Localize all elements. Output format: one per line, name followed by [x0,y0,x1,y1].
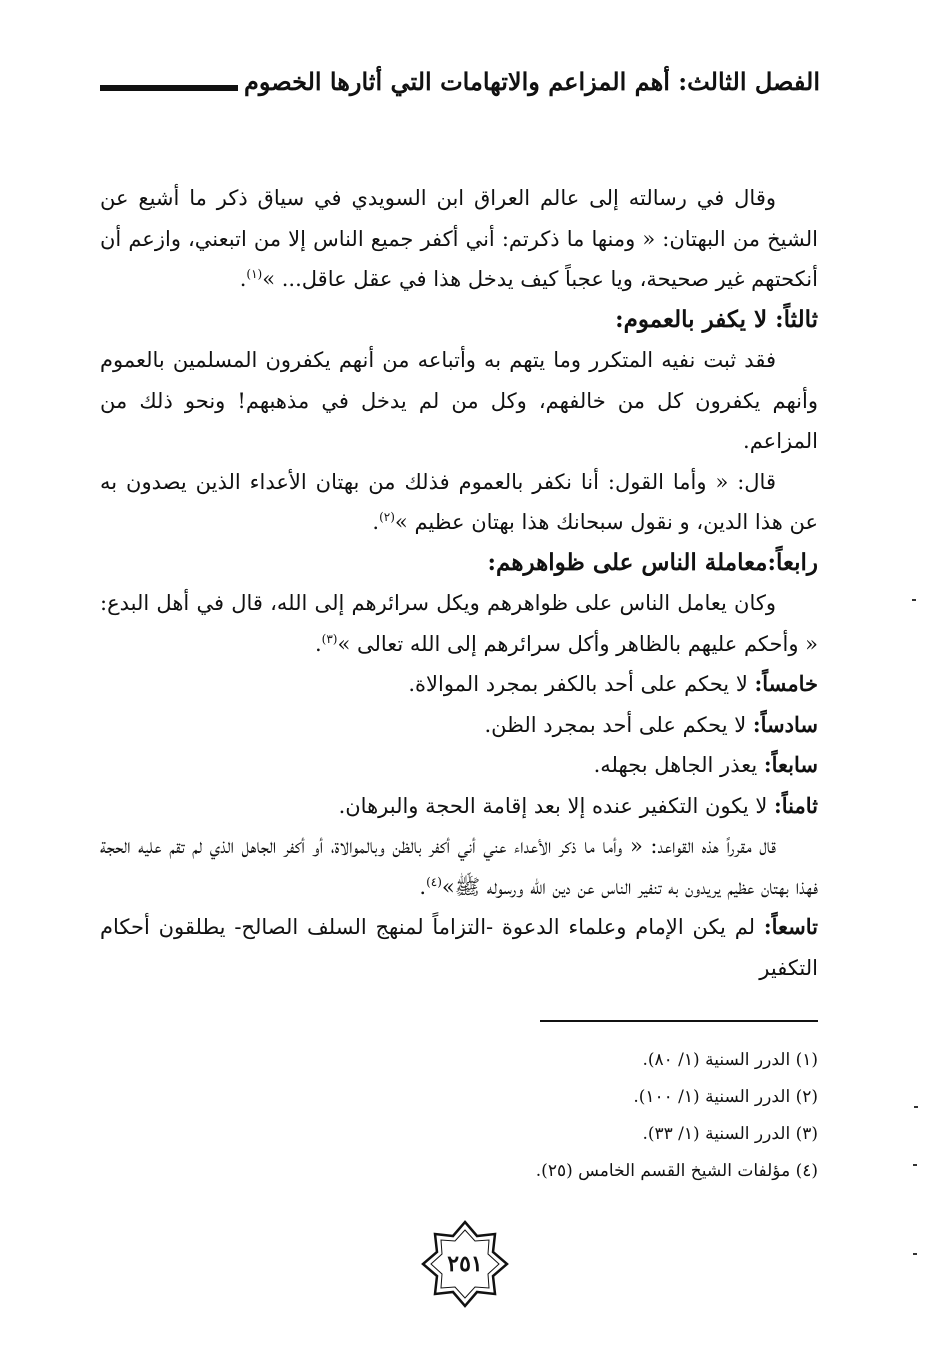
rule-item: ثامناً: لا يكون التكفير عنده إلا بعد إقامة الحجة والبرهان. [338,792,818,818]
rule-lead: تاسعاً: [763,914,818,939]
paragraph: قال: « وأما القول: أنا نكفر بالعموم فذلك من بهتان الأعداء الذين يصدون به عن هذا الدين، و نقول سبحانك هذا بهتان عظيم »$^{(٢)}$. [100,469,818,534]
paragraph: فقد ثبت نفيه المتكرر وما يتهم به وأتباعه من أنهم يكفرون المسلمين بالعموم وأنهم يكفرون كل من خالفهم، وكل من لم يدخل في مذهبهم! ونحو ذلك من المزاعم. [100,348,818,453]
rule-item: تاسعاً: لم يكن الإمام وعلماء الدعوة -التزاماً لمنهج السلف الصالح- يطلقون أحكام التكفير [100,914,818,980]
running-header [100,68,820,97]
footnote-ref: (١) [246,267,263,281]
footnote-separator [540,1020,818,1022]
rule-item: سادساً: لا يحكم على أحد بمجرد الظن. [484,711,818,737]
footnote-ref: (٤) [426,874,442,889]
main-text [100,178,818,988]
paragraph: وقال في رسالته إلى عالم العراق ابن السويدي في سياق ذكر ما أشيع عن الشيخ من البهتان: « ومنها ما ذكرتم: أني أكفر جميع الناس إلا من اتبعني، وازعم أن أنكحتهم غير صحيحة، ويا عجباً كيف يدخل هذا في عقل عاقل... »$^{(١)}$. [100,186,818,291]
paragraph: قال مقرراً هذه القواعد: « وأما ما ذكر الأعداء عني أني أكفر بالظن وبالموالاة، أو أكفر الجاهل الذي لم تقم عليه الحجة فهذا بهتان عظيم يريدون به تنفير الناس عن دين الله ورسوله ﷺ»$^{(٤)}$. [100,834,818,899]
footnote: (٢) الدرر السنية (١/ ١٠٠). [633,1087,818,1107]
header-rule [100,85,238,91]
paragraph: وكان يعامل الناس على ظواهرهم ويكل سرائرهم إلى الله، قال في أهل البدع: « وأحكم عليهم بالظاهر وأكل سرائرهم إلى الله تعالى »$^{(٣)}$. [100,591,818,656]
rule-item: سابعاً: يعذر الجاهل بجهله. [593,752,818,777]
footnote: (٤) مؤلفات الشيخ القسم الخامس (٢٥). [535,1161,818,1181]
footnote: (٣) الدرر السنية (١/ ٣٣). [642,1124,818,1144]
rule-lead: سادساً: [752,711,818,737]
footnotes [100,1042,818,1190]
scan-speck [913,1164,917,1166]
rule-lead: خامساً: [754,671,818,696]
section-heading: ثالثاً: لا يكفر بالعموم: [615,305,818,333]
footnote-ref: (٣) [321,631,338,646]
rule-lead: سابعاً: [763,752,818,777]
scan-speck [914,1106,918,1108]
footnote-ref: (٢) [379,510,395,524]
scan-speck [913,1253,917,1255]
page-number: ٢٥١ [447,1251,483,1277]
footnote: (١) الدرر السنية (١/ ٨٠). [642,1050,818,1070]
rule-item: خامساً: لا يحكم على أحد بالكفر بمجرد الموالاة. [408,671,818,696]
section-heading: رابعاً:معاملة الناس على ظواهرهم: [487,548,818,576]
page-number-ornament [419,1218,511,1310]
scan-speck [912,599,916,601]
rule-lead: ثامناً: [774,792,818,818]
chapter-title: الفصل الثالث: أهم المزاعم والاتهامات التي أثارها الخصوم [244,67,820,96]
